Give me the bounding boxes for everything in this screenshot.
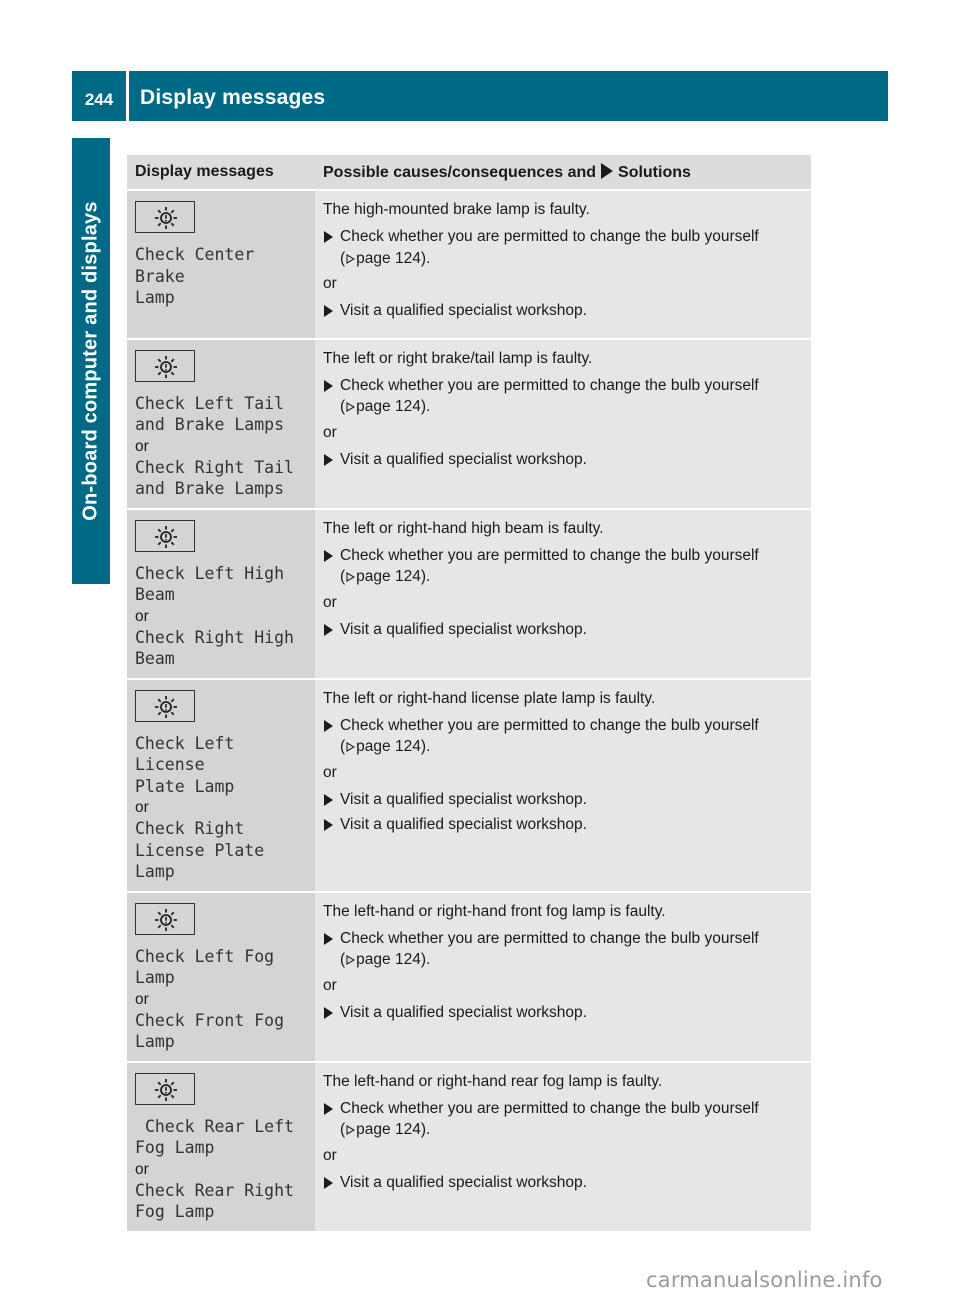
- page-reference-text: page 124).: [356, 398, 431, 415]
- action-arrow-icon: [324, 454, 333, 466]
- cause-description: The left or right-hand license plate lamp is faulty.: [323, 689, 656, 707]
- solution-step: [323, 300, 799, 322]
- or-separator: or: [323, 593, 337, 611]
- table-row: [127, 509, 811, 679]
- or-separator: or: [135, 1160, 149, 1178]
- display-message-text-alt: Check Right License Plate Lamp: [135, 819, 265, 881]
- action-arrow-icon: [324, 933, 333, 945]
- solution-step-text: Check whether you are permitted to change the bulb yourself: [340, 376, 759, 394]
- cause-description: The left or right brake/tail lamp is faulty.: [323, 349, 593, 367]
- causes-solutions-cell: [315, 339, 811, 509]
- or-separator: or: [135, 437, 149, 455]
- page-title: Display messages: [140, 86, 326, 109]
- solution-step-text: Check whether you are permitted to change the bulb yourself: [340, 546, 759, 564]
- or-separator: or: [135, 990, 149, 1008]
- bulb-warning-icon: [135, 903, 195, 935]
- action-arrow-icon: [324, 1103, 333, 1115]
- solution-step: [323, 545, 799, 588]
- or-separator: or: [323, 1146, 337, 1164]
- cause-description: The high-mounted brake lamp is faulty.: [323, 201, 590, 218]
- causes-solutions-cell: [315, 509, 811, 679]
- page-reference-icon: [346, 572, 355, 582]
- column-header-causes-solutions: [315, 155, 811, 190]
- table-row: [127, 679, 811, 892]
- page-reference-icon: [346, 1125, 355, 1135]
- solution-step: [323, 1098, 799, 1141]
- display-message-text: Check Center Brake Lamp: [135, 245, 255, 307]
- table-row: [127, 339, 811, 509]
- display-message-text: Check Left Tail and Brake Lamps: [135, 393, 285, 434]
- or-separator: or: [323, 423, 337, 441]
- solution-step-text: Check whether you are permitted to change the bulb yourself: [340, 929, 759, 947]
- page-reference-text: page 124).: [356, 951, 431, 968]
- page-header: [72, 71, 888, 121]
- causes-solutions-cell: [315, 892, 811, 1062]
- page-reference[interactable]: ( page 124).: [340, 951, 431, 968]
- table-header-row: [127, 155, 811, 190]
- page-reference-text: page 124).: [356, 249, 431, 267]
- bulb-warning-icon: [135, 690, 195, 722]
- action-arrow-icon: [324, 819, 333, 831]
- header-divider: [126, 71, 129, 121]
- display-message-cell: [127, 190, 315, 339]
- display-message-text-alt: Check Front Fog Lamp: [135, 1010, 285, 1051]
- page-reference[interactable]: ( page 124).: [340, 249, 431, 267]
- table-row: [127, 1062, 811, 1232]
- watermark: carmanualsonline.info: [646, 1268, 883, 1292]
- page-reference-icon: [346, 254, 355, 264]
- solutions-arrow-icon: [601, 163, 613, 179]
- cause-description: The left-hand or right-hand front fog lamp is faulty.: [323, 902, 666, 920]
- bulb-warning-icon: [135, 350, 195, 382]
- solution-step: [323, 789, 799, 811]
- action-arrow-icon: [324, 794, 333, 806]
- column-header-display-messages: Display messages: [127, 155, 315, 190]
- solution-step-text: Check whether you are permitted to change the bulb yourself: [340, 716, 759, 734]
- display-message-cell: [127, 339, 315, 509]
- causes-solutions-cell: [315, 190, 811, 339]
- solution-step-text: Visit a qualified specialist workshop.: [340, 302, 587, 319]
- table-row: [127, 190, 811, 339]
- solution-step: [323, 449, 799, 471]
- display-message-text-alt: Check Right Tail and Brake Lamps: [135, 457, 294, 498]
- or-separator: or: [135, 607, 149, 625]
- display-message-text: Check Left High Beam: [135, 563, 285, 604]
- or-separator: or: [323, 275, 337, 292]
- display-message-cell: [127, 892, 315, 1062]
- solution-step-text: Visit a qualified specialist workshop.: [340, 790, 587, 808]
- solution-step-text: Visit a qualified specialist workshop.: [340, 1003, 587, 1021]
- or-separator: or: [135, 799, 149, 816]
- page-reference[interactable]: ( page 124).: [340, 398, 431, 415]
- action-arrow-icon: [324, 1177, 333, 1189]
- solution-step-text: Visit a qualified specialist workshop.: [340, 620, 587, 638]
- section-side-tab: [72, 138, 110, 584]
- page-reference-icon: [346, 955, 355, 965]
- page-reference[interactable]: ( page 124).: [340, 738, 431, 755]
- page-reference-text: page 124).: [356, 738, 431, 755]
- section-side-tab-label: On-board computer and displays: [79, 201, 102, 521]
- display-message-text-alt: Check Right High Beam: [135, 627, 294, 668]
- page-reference-text: page 124).: [356, 568, 431, 585]
- display-message-cell: [127, 509, 315, 679]
- action-arrow-icon: [324, 550, 333, 562]
- display-message-text: Check Left Fog Lamp: [135, 946, 285, 987]
- bulb-warning-icon: [135, 520, 195, 552]
- solution-step: [323, 1002, 799, 1024]
- action-arrow-icon: [324, 380, 333, 392]
- page-reference-icon: [346, 742, 355, 752]
- display-message-text: Check Left License Plate Lamp: [135, 733, 235, 796]
- bulb-warning-icon: [135, 1073, 195, 1105]
- action-arrow-icon: [324, 1007, 333, 1019]
- display-messages-table: [127, 155, 811, 1233]
- column-header-causes-text: Possible causes/consequences and: [323, 163, 597, 181]
- causes-solutions-cell: [315, 679, 811, 892]
- page-reference[interactable]: ( page 124).: [340, 568, 431, 585]
- solution-step: [323, 715, 799, 758]
- solution-step: [323, 375, 799, 418]
- cause-description: The left-hand or right-hand rear fog lamp is faulty.: [323, 1072, 663, 1090]
- page-reference-icon: [346, 402, 355, 412]
- solution-step-text: Visit a qualified specialist workshop.: [340, 816, 587, 833]
- column-header-solutions-text: Solutions: [618, 163, 691, 181]
- cause-description: The left or right-hand high beam is faulty.: [323, 519, 604, 537]
- action-arrow-icon: [324, 231, 333, 243]
- solution-step-text: Check whether you are permitted to change the bulb yourself: [340, 228, 759, 245]
- display-message-text-alt: Check Rear Right Fog Lamp: [135, 1180, 294, 1221]
- causes-solutions-cell: [315, 1062, 811, 1232]
- page-reference-text: page 124).: [356, 1121, 431, 1138]
- action-arrow-icon: [324, 720, 333, 732]
- solution-step: [323, 814, 799, 836]
- table-row: [127, 892, 811, 1062]
- action-arrow-icon: [324, 305, 333, 317]
- bulb-warning-icon: [135, 201, 195, 233]
- solution-step: [323, 928, 799, 971]
- or-separator: or: [323, 976, 337, 994]
- page-reference[interactable]: ( page 124).: [340, 1121, 431, 1138]
- solution-step: [323, 1172, 799, 1194]
- display-message-cell: [127, 1062, 315, 1232]
- display-message-text: Check Rear Left Fog Lamp: [135, 1116, 294, 1157]
- solution-step: [323, 619, 799, 641]
- display-message-cell: [127, 679, 315, 892]
- solution-step: [323, 226, 799, 269]
- page-number: 244: [84, 90, 114, 109]
- solution-step-text: Check whether you are permitted to change the bulb yourself: [340, 1099, 759, 1117]
- solution-step-text: Visit a qualified specialist workshop.: [340, 450, 587, 468]
- or-separator: or: [323, 763, 337, 781]
- solution-step-text: Visit a qualified specialist workshop.: [340, 1173, 587, 1191]
- action-arrow-icon: [324, 624, 333, 636]
